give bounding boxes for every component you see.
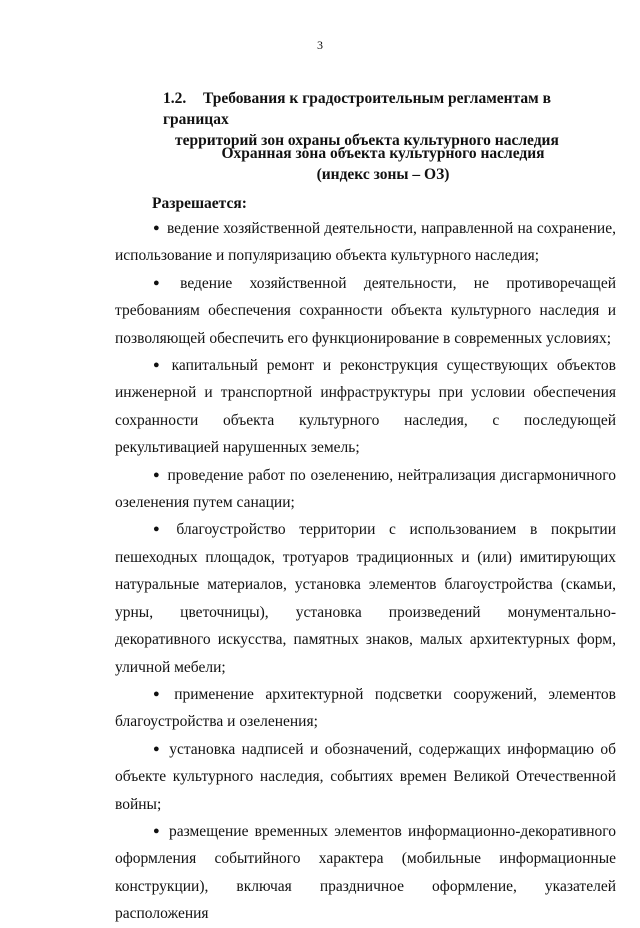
bullet-icon: ● (153, 687, 168, 700)
bullet-icon: ● (153, 359, 165, 372)
list-item: ● проведение работ по озеленению, нейтрализация дисгармоничного озеленения путем санации; (115, 466, 616, 512)
list-item: ● установка надписей и обозначений, содержащих информацию об объекте культурного наследия, событиях времен Великой Отечественной войны; (115, 740, 616, 813)
section-title-line1: Требования к градостроительным регламентам в границах (163, 90, 551, 128)
bullet-icon: ● (153, 222, 160, 234)
allowed-label: Разрешается: (152, 195, 247, 212)
bullet-icon: ● (153, 523, 170, 536)
list-item: ● размещение временных элементов информационно-декоративного оформления событийного характера (мобильные информационные конструкции), включая праздничное оформление, указателей расположения (115, 822, 616, 923)
page-number: 3 (317, 38, 323, 52)
zone-heading (0, 143, 640, 185)
section-title-line2: территорий зон охраны объекта культурного наследия (175, 132, 559, 149)
bullet-icon: ● (153, 742, 163, 755)
section-heading (163, 88, 618, 151)
list-item: ● ведение хозяйственной деятельности, направленной на сохранение, использование и популяризацию объекта культурного наследия; (115, 220, 616, 265)
bullet-icon: ● (153, 468, 161, 481)
section-number: 1.2. (163, 90, 187, 107)
list-item: ● благоустройство территории с использованием в покрытии пешеходных площадок, тротуаров традиционных и (или) имитирующих натуральные материалов, установка элементов благоустройства (скамьи, урны, цветочницы), установка произведений монументально-декоративного искусства, памятных знаков, малых архитектурных форм, уличной мебели; (115, 521, 616, 676)
allowed-list (115, 215, 616, 928)
list-item: ● ведение хозяйственной деятельности, не противоречащей требованиям обеспечения сохранности объекта культурного наследия и позволяющей обеспечить его функционирование в современных условиях; (115, 274, 616, 347)
list-item: ● применение архитектурной подсветки сооружений, элементов благоустройства и озеленения; (115, 685, 616, 731)
zone-title: Охранная зона объекта культурного наследия (221, 145, 545, 162)
zone-index: (индекс зоны – ОЗ) (316, 166, 450, 183)
bullet-icon: ● (153, 824, 162, 837)
list-item: ● капитальный ремонт и реконструкция существующих объектов инженерной и транспортной инфраструктуры при условии обеспечения сохранности объекта культурного наследия, с последующей рекультивацией нарушенных земель; (115, 357, 616, 457)
bullet-icon: ● (153, 276, 174, 289)
